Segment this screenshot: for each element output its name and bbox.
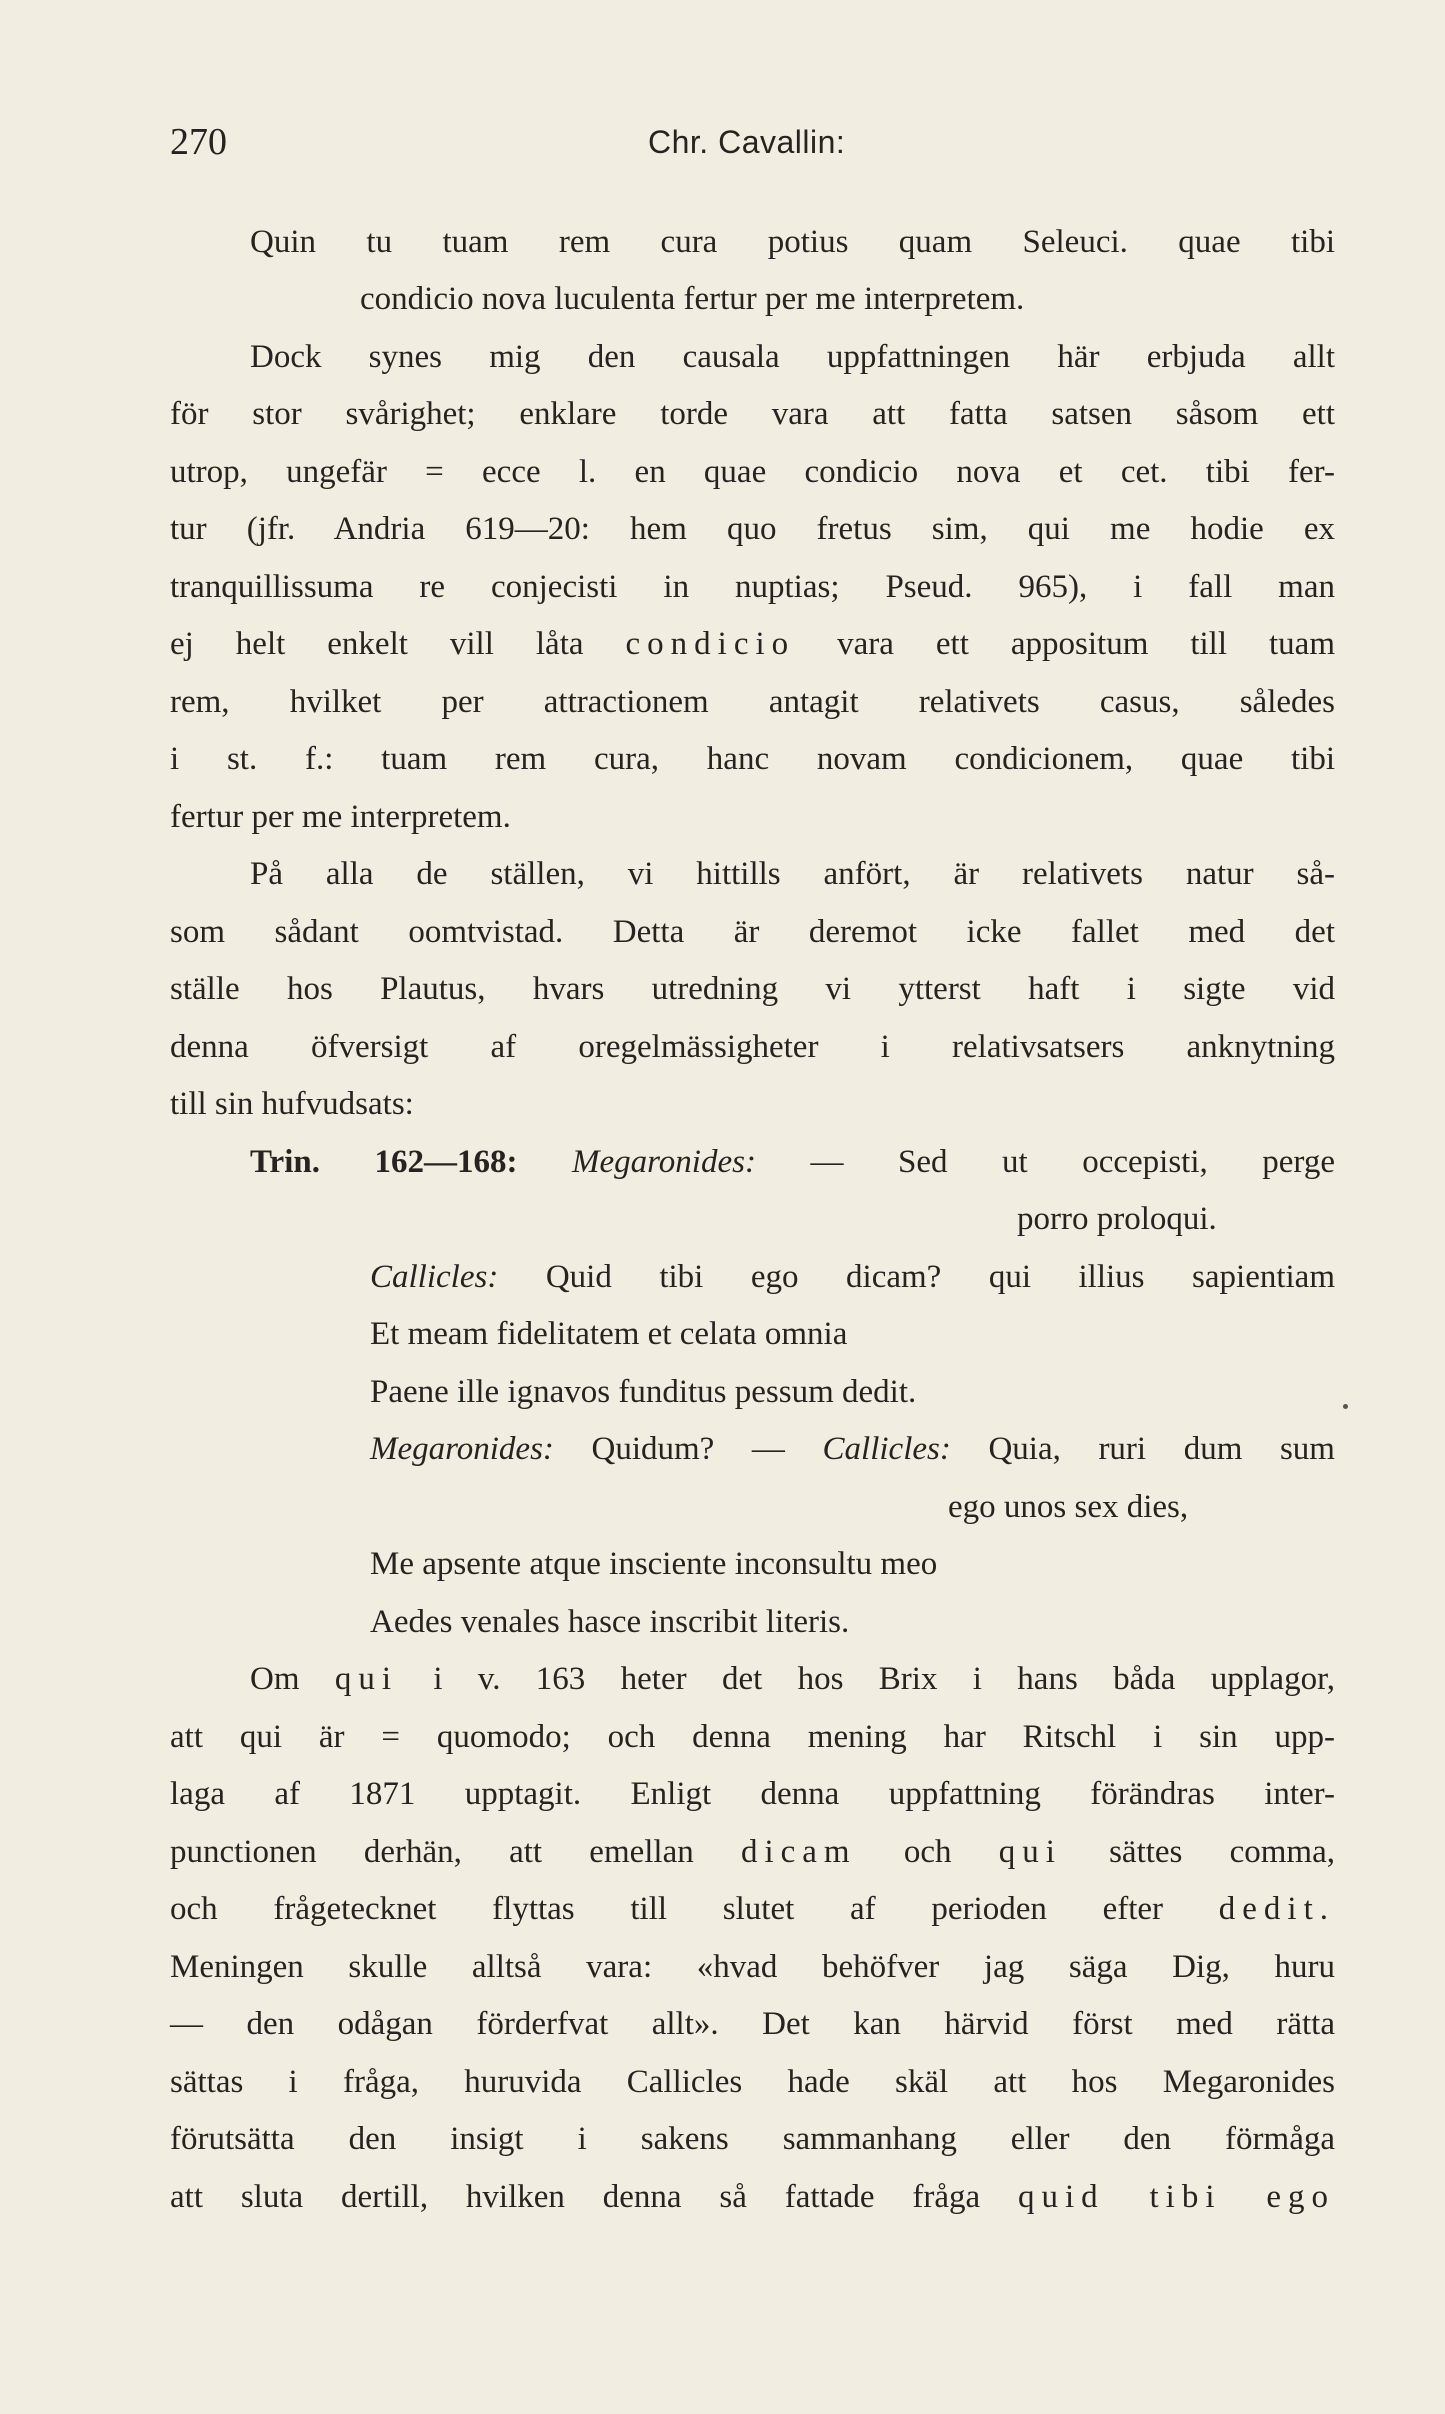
text-line bbox=[170, 505, 1335, 553]
text-run: i v. 163 heter det hos Brix i hans båda upplagor, bbox=[398, 1661, 1335, 1697]
text-line bbox=[370, 1368, 916, 1416]
text-line bbox=[250, 333, 1335, 381]
text-line bbox=[250, 1138, 1335, 1186]
verse-reference: Trin. 162—168: bbox=[250, 1144, 518, 1180]
page-header bbox=[170, 120, 1335, 170]
text-run: fertur per me interpretem. bbox=[170, 799, 511, 835]
text-run: ej helt enkelt vill låta bbox=[170, 626, 626, 662]
text-line bbox=[170, 735, 1335, 783]
text-line bbox=[170, 1943, 1335, 1991]
spaced-term: dicam bbox=[740, 1834, 857, 1870]
text-run: ställe hos Plautus, hvars utredning vi ytterst haft i sigte vid bbox=[170, 971, 1335, 1007]
text-line bbox=[170, 2000, 1335, 2048]
text-line bbox=[170, 1080, 414, 1128]
text-line bbox=[370, 1253, 1335, 1301]
text-line bbox=[170, 965, 1335, 1013]
print-speck bbox=[1343, 1404, 1348, 1409]
text-line bbox=[170, 563, 1335, 611]
text-run: till sin hufvudsats: bbox=[170, 1086, 414, 1122]
text-line bbox=[948, 1483, 1188, 1531]
text-line bbox=[170, 2173, 1335, 2221]
text-run: Quin tu tuam rem cura potius quam Seleuci. quae tibi bbox=[250, 224, 1335, 260]
text-run: Et meam fidelitatem et celata omnia bbox=[370, 1316, 848, 1352]
text-run: Dock synes mig den causala uppfattningen här erbjuda allt bbox=[250, 339, 1335, 375]
text-line bbox=[250, 850, 1335, 898]
text-run: porro proloqui. bbox=[1017, 1201, 1217, 1237]
text-run: vara ett appositum till tuam bbox=[795, 626, 1335, 662]
text-run: Quia, ruri dum sum bbox=[950, 1431, 1335, 1467]
text-run: ego unos sex dies, bbox=[948, 1489, 1189, 1525]
text-run: tranquillissuma re conjecisti in nuptias; Pseud. 965), i fall man bbox=[170, 569, 1335, 605]
text-line bbox=[170, 1713, 1335, 1761]
text-line bbox=[360, 275, 1024, 323]
text-run: — Sed ut occepisti, perge bbox=[755, 1144, 1335, 1180]
text-line bbox=[370, 1598, 849, 1646]
spaced-term: qui bbox=[334, 1661, 399, 1697]
text-run: att sluta dertill, hvilken denna så fattade fråga bbox=[170, 2179, 1018, 2215]
speaker-name: Megaronides: bbox=[572, 1144, 756, 1180]
text-line bbox=[170, 2115, 1335, 2163]
text-run: denna öfversigt af oregelmässigheter i relativsatsers anknytning bbox=[170, 1029, 1335, 1065]
text-run: och bbox=[856, 1834, 999, 1870]
text-run: i st. f.: tuam rem cura, hanc novam condicionem, quae tibi bbox=[170, 741, 1335, 777]
text-run: för stor svårighet; enklare torde vara att fatta satsen såsom ett bbox=[170, 396, 1335, 432]
text-run: som sådant oomtvistad. Detta är deremot icke fallet med det bbox=[170, 914, 1335, 950]
text-line bbox=[170, 1885, 1335, 1933]
text-run: tur (jfr. Andria 619—20: hem quo fretus sim, qui me hodie ex bbox=[170, 511, 1335, 547]
text-line bbox=[370, 1310, 847, 1358]
speaker-name: Callicles: bbox=[822, 1431, 951, 1467]
speaker-name: Callicles: bbox=[370, 1259, 499, 1295]
text-line bbox=[170, 390, 1335, 438]
text-line bbox=[250, 1655, 1335, 1703]
text-line bbox=[1017, 1195, 1217, 1243]
text-run: Aedes venales hasce inscribit literis. bbox=[370, 1604, 850, 1640]
spaced-term: dedit. bbox=[1218, 1891, 1335, 1927]
spaced-term: qui bbox=[998, 1834, 1062, 1870]
text-run: Paene ille ignavos funditus pessum dedit. bbox=[370, 1374, 917, 1410]
text-line bbox=[170, 908, 1335, 956]
text-line bbox=[170, 678, 1335, 726]
text-line bbox=[170, 1828, 1335, 1876]
text-run: condicio nova luculenta fertur per me interpretem. bbox=[360, 281, 1025, 317]
text-line bbox=[170, 620, 1335, 668]
text-line bbox=[370, 1425, 1335, 1473]
spaced-term: condicio bbox=[625, 626, 796, 662]
text-run: och frågetecknet flyttas till slutet af perioden efter bbox=[170, 1891, 1219, 1927]
text-run: — den odågan förderfvat allt». Det kan härvid först med rätta bbox=[170, 2006, 1335, 2042]
speaker-name: Megaronides: bbox=[370, 1431, 554, 1467]
text-line bbox=[170, 1770, 1335, 1818]
text-line bbox=[370, 1540, 937, 1588]
text-run: att qui är = quomodo; och denna mening har Ritschl i sin upp- bbox=[170, 1719, 1335, 1755]
text-line bbox=[170, 793, 511, 841]
text-line bbox=[170, 2058, 1335, 2106]
text-line bbox=[170, 1023, 1335, 1071]
text-run: Meningen skulle alltså vara: «hvad behöfver jag säga Dig, huru bbox=[170, 1949, 1335, 1985]
spaced-term: quid tibi ego bbox=[1017, 2179, 1335, 2215]
text-run: sättas i fråga, huruvida Callicles hade skäl att hos Megaronides bbox=[170, 2064, 1335, 2100]
text-run: Quid tibi ego dicam? qui illius sapientiam bbox=[498, 1259, 1335, 1295]
text-run: laga af 1871 upptagit. Enligt denna uppfattning förändras inter- bbox=[170, 1776, 1335, 1812]
text-run: Om bbox=[250, 1661, 335, 1697]
text-run: Me apsente atque insciente inconsultu meo bbox=[370, 1546, 938, 1582]
text-run: Quidum? — bbox=[553, 1431, 823, 1467]
text-run: punctionen derhän, att emellan bbox=[170, 1834, 741, 1870]
text-line bbox=[250, 218, 1335, 266]
text-run: utrop, ungefär = ecce l. en quae condicio nova et cet. tibi fer- bbox=[170, 454, 1335, 490]
text-run: sättes comma, bbox=[1061, 1834, 1335, 1870]
page-number: 270 bbox=[170, 121, 227, 163]
text-run: förutsätta den insigt i sakens sammanhang eller den förmåga bbox=[170, 2121, 1335, 2157]
text-run: rem, hvilket per attractionem antagit relativets casus, således bbox=[170, 684, 1335, 720]
text-run: På alla de ställen, vi hittills anfört, är relativets natur så- bbox=[250, 856, 1335, 892]
text-run bbox=[518, 1144, 573, 1180]
text-line bbox=[170, 448, 1335, 496]
running-title: Chr. Cavallin: bbox=[648, 124, 846, 160]
